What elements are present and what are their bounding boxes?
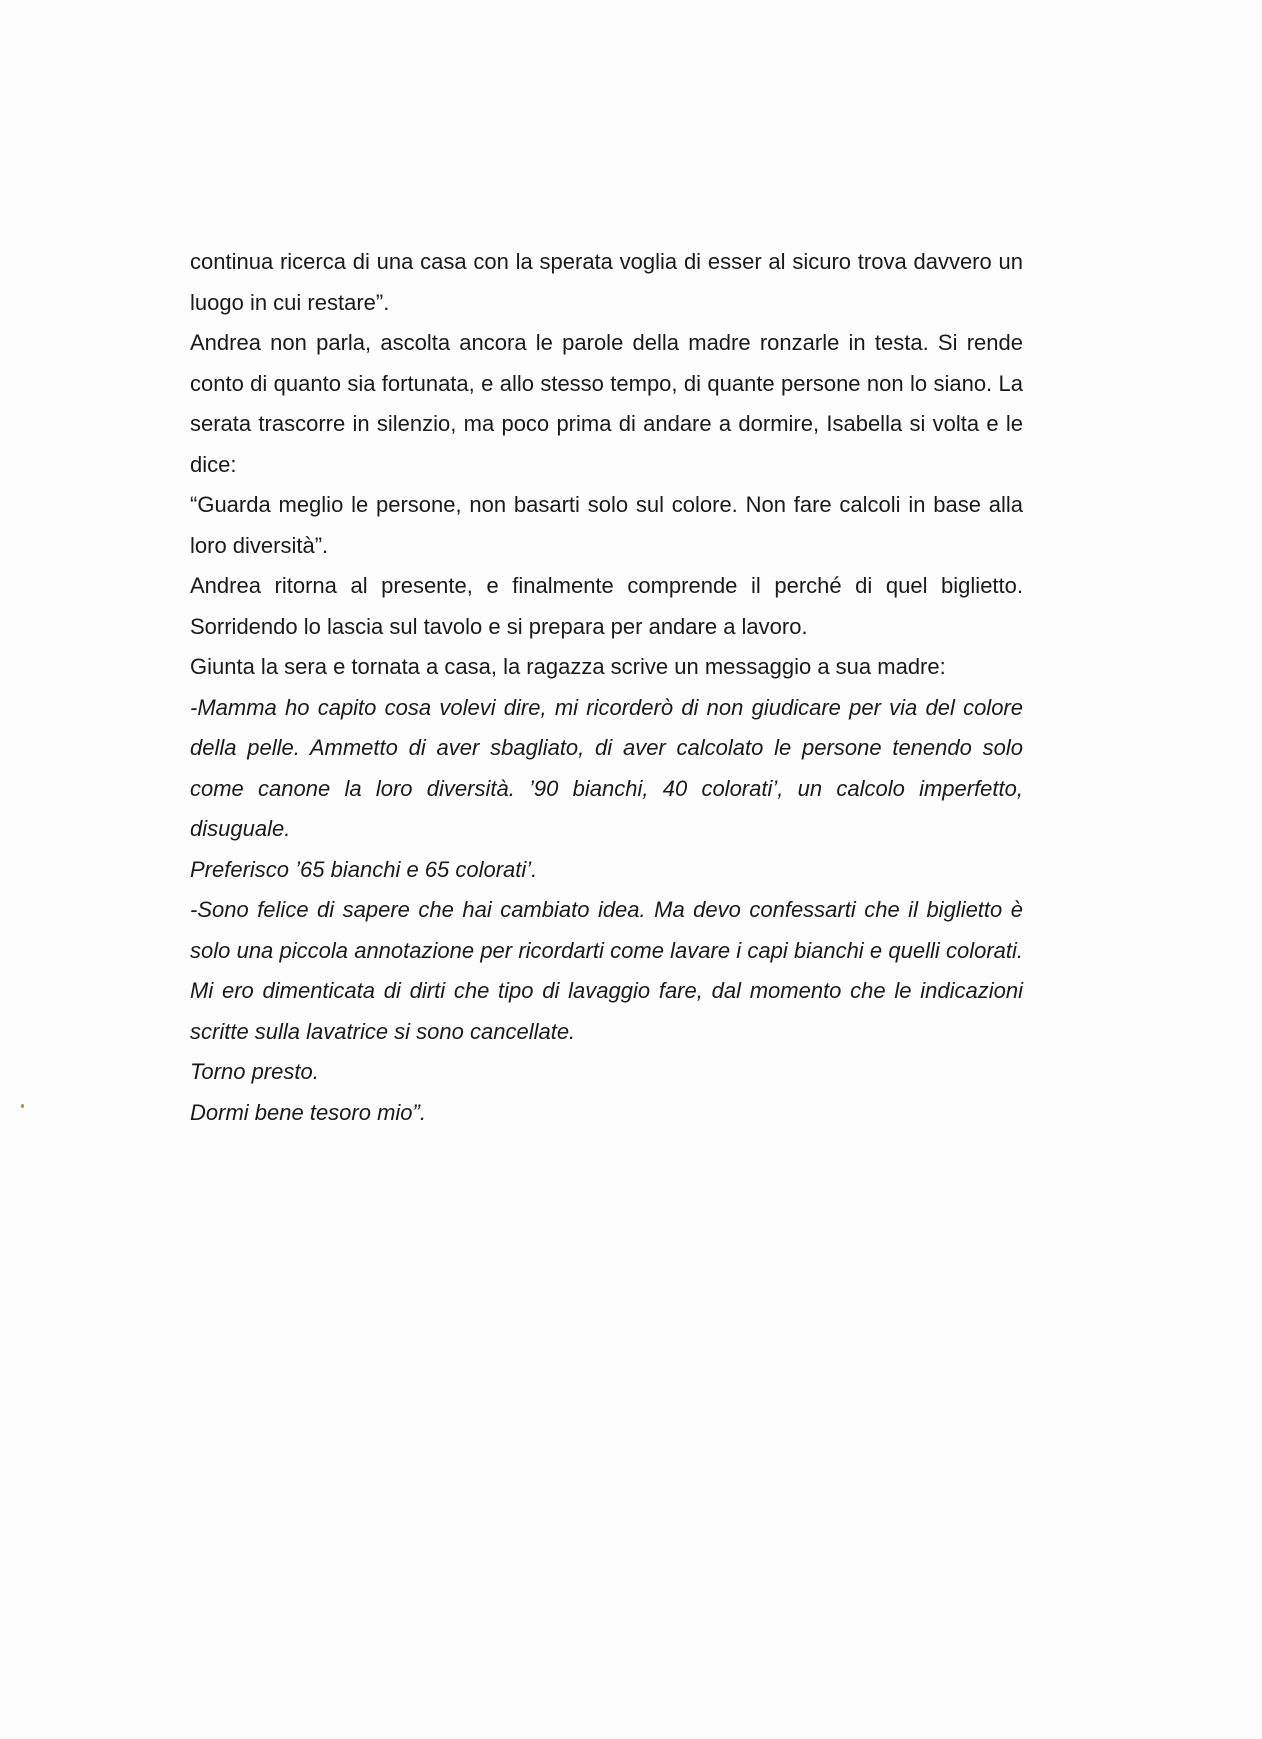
paragraph-1: continua ricerca di una casa con la sperata voglia di esser al sicuro trova davvero un luogo in cui restare”. <box>190 249 1023 315</box>
paragraph-4: Andrea ritorna al presente, e finalmente comprende il perché di quel biglietto. Sorridendo lo lascia sul tavolo e si prepara per andare a lavoro. <box>190 573 1023 639</box>
message-mother-return: Torno presto. <box>190 1059 319 1084</box>
message-daughter: -Mamma ho capito cosa volevi dire, mi ricorderò di non giudicare per via del colore della pelle. Ammetto di aver sbagliato, di aver calcolato le persone tenendo solo come canone la loro diversità. ’90 bianchi, 40 colorati’, un calcolo imperfetto, disuguale. <box>190 694 1023 841</box>
paragraph-3: “Guarda meglio le persone, non basarti solo sul colore. Non fare calcoli in base alla loro diversità”. <box>190 492 1023 558</box>
scan-speck <box>21 1104 24 1108</box>
paragraph-2: Andrea non parla, ascolta ancora le parole della madre ronzarle in testa. Si rende conto di quanto sia fortunata, e allo stesso tempo, di quante persone non lo siano. La serata trascorre in silenzio, ma poco prima di andare a dormire, Isabella si volta e le dice: <box>190 330 1023 477</box>
paragraph-5: Giunta la sera e tornata a casa, la ragazza scrive un messaggio a sua madre: <box>190 654 946 679</box>
message-daughter-preference: Preferisco ’65 bianchi e 65 colorati’. <box>190 856 538 882</box>
message-mother-reply: -Sono felice di sapere che hai cambiato idea. Ma devo confessarti che il biglietto è solo una piccola annotazione per ricordarti come lavare i capi bianchi e quelli colorati. Mi ero dimenticata di dirti che tipo di lavaggio fare, dal momento che le indicazioni scritte sulla lavatrice si sono cancellate. <box>190 897 1023 1044</box>
message-mother-goodnight: Dormi bene tesoro mio”. <box>190 1099 426 1125</box>
body-text <box>190 242 1023 1133</box>
